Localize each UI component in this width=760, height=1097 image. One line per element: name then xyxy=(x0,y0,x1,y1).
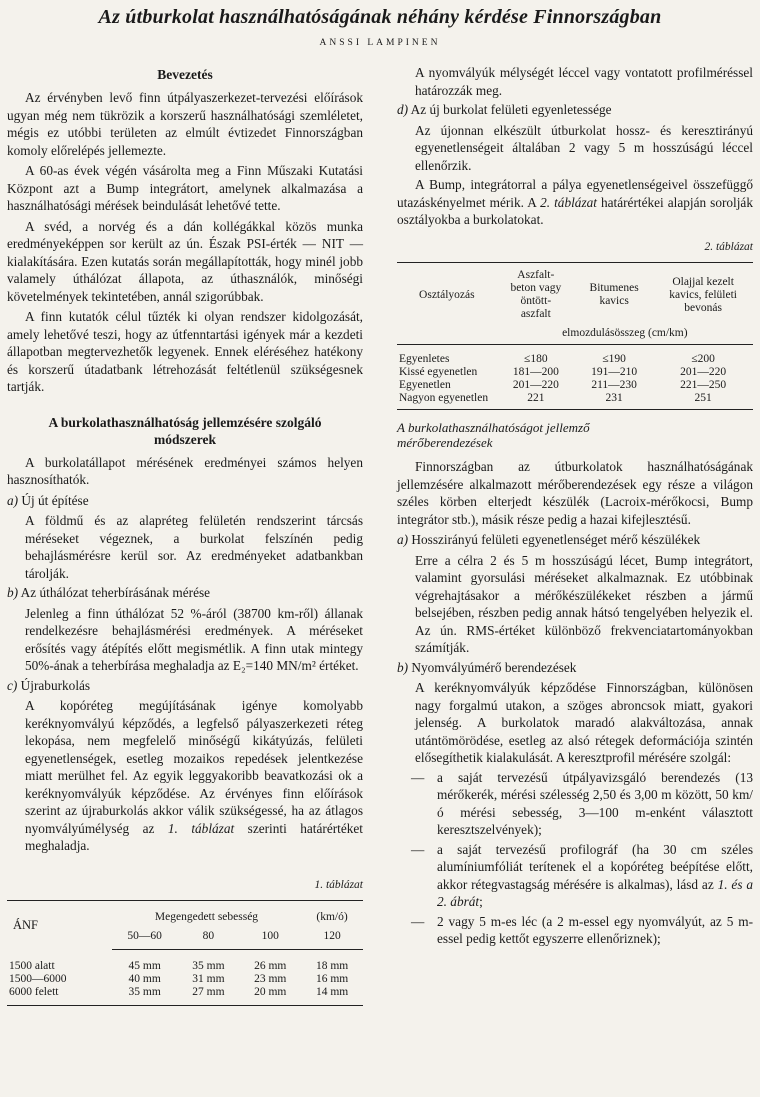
table-1-caption: 1. táblázat xyxy=(314,878,363,891)
table-2-caption: 2. táblázat xyxy=(704,240,753,253)
list-item: — 2 vagy 5 m-es léc (a 2 m-essel egy nyomvályút, az 5 m-essel pedig kettőt egyszerre ellenőriznek); xyxy=(411,913,753,946)
paragraph: Az érvényben levő finn útpályaszerkezet-tervezési előírások ugyan még nem tükrözik a korszerű használhatósági szemléletet, mégis ez utóbbi területen az elmúlt évtizedet Finnországban komoly előrelépés jellemezte. xyxy=(7,90,363,158)
paragraph: A 60-as évek végén vásárolta meg a Finn Műszaki Kutatási Központ azt a Bump integrátort, amelynek alkalmazása a használhatósági mérések beindulását lehetővé tette. xyxy=(7,163,363,213)
paragraph: A nyomvályúk mélységét léccel vagy vontatott profilméréssel határozzák meg. xyxy=(415,65,753,98)
table-row: 1500 alatt 45 mm 35 mm 26 mm 18 mm xyxy=(9,959,349,972)
table-1-col-anf: ÁNF xyxy=(13,917,39,932)
table-row: Kissé egyenetlen 181—200 191—210 201—220 xyxy=(399,366,727,378)
table-row: 1500—6000 40 mm 31 mm 23 mm 16 mm xyxy=(9,973,349,985)
item-b-heading: b) Az úthálózat teherbírásának mérése xyxy=(7,585,211,600)
table-row: 6000 felett 35 mm 27 mm 20 mm 14 mm xyxy=(9,986,349,998)
table-1-speed: 50—60 xyxy=(112,924,178,950)
table-2-col-1: Aszfalt-beton vagy öntött-aszfalt xyxy=(510,269,562,320)
paragraph: A Bump, integrátorral a pálya egyenetlenségeivel összefüggő utazáskényelmet mérik. A 2. táblázat határértékei alapján sorolják osztályokba a burkolatokat. xyxy=(397,177,753,227)
item-c-body: A kopóréteg megújításának igénye komolyabb keréknyomvályú képződés, a legfelső pályaszerkezeti réteg lekopása, nem megfelelő minőségű kikátyúzás, felületi egyenetlenségek, esetleg mozaikos repedések jelentkezése miatt merülhet fel. Az egyik leggyakoribb beavatkozási ok a keréknyomvályúk képződése. Az érvényes finn előírások szerint az újraburkolás akkor válik szükségessé, ha az átlagos nyomvályúmélység az 1. táblázat szerinti határértéket meghaladja. xyxy=(25,698,364,853)
item-a-body: A földmű és az alapréteg felületén rendszerint tárcsás méréseket végeznek, a burkolat felszínén pedig behajlásmérésre kerül sor. Az eredményeket adatbankban tárolják. xyxy=(25,513,363,581)
item-a-heading: a) Új út építése xyxy=(7,492,89,508)
table-2 xyxy=(397,262,753,410)
author: ANSSI LAMPINEN xyxy=(319,38,441,48)
table-2-unit: elmozdulásösszeg (cm/km) xyxy=(497,321,753,345)
section-heading-intro: Bevezetés xyxy=(157,67,213,82)
item-a-heading: a) Hosszirányú felületi egyenetlenséget mérő készülékek xyxy=(397,532,701,547)
paragraph: A finn kutatók célul tűzték ki olyan rendszer kidolgozását, amely lehetővé teszi, hogy az útfenntartási igények már a kezdeti állapotban megtervezhetők legyenek. Ennek eléréséhez hatékony és korszerű útadatbank létrehozását feltétlenül szükségesnek tartják. xyxy=(7,309,363,394)
paragraph: Finnországban az útburkolatok használhatóságának jellemzésére alkalmazott mérőberendezések egy része a világon széles körben elterjedt készülék (Lacroix-mérőkocsi, Bump integrátor stb.), másik része pedig a hazai kifejlesztésű. xyxy=(397,459,753,527)
section-heading-methods: A burkolathasználhatóság jellemzésére szolgáló módszerek xyxy=(48,414,322,447)
table-1-header-speed: Megengedett sebesség xyxy=(154,911,259,923)
table-2-col-class: Osztályozás xyxy=(419,288,475,301)
item-a-body: Erre a célra 2 és 5 m hosszúságú lécet, Bump integrátort, valamint gyorsulási méréseket alkalmaznak. Ez utóbbinak végrehajtásakor a mérőkészülékeket részben a jármű belsejében, részben pedig annak hátsó tengelyében helyezik el. Az ún. RMS-értéket különböző frekvenciatartományokban számítják. xyxy=(415,552,753,655)
item-b-body: Jelenleg a finn úthálózat 52 %-áról (38700 km-ről) állanak rendelkezésre behajlásmérési eredmények. A méréseket erősítés vagy átépítés előtt megismétlik. A finn utak mintegy 50%-ának a teherbírása meghaladja az E₂=140 MN/m² értéket. xyxy=(25,605,363,673)
item-b-body: A keréknyomvályúk képződése Finnországban, különösen nagy forgalmú utakon, a szöges abroncsok miatt, gyakori jelenség. A burkolatok maradó alakváltozása, annak utántömörödése, esetleg az alsó rétegek deformációja szintén elősegíthetik kialakulását. A keresztprofil mérésére szolgál: xyxy=(415,680,753,765)
item-d-heading: d) Az új burkolat felületi egyenletessége xyxy=(397,102,612,117)
table-2-col-2: Bitumenes kavics xyxy=(589,282,639,307)
paragraph: A svéd, a norvég és a dán kollégákkal közös munka eredményeképpen sor került az ún. Észak PSI-érték — NIT — kialakítására. Ezen kutatás során megállapították, hogy minél jobb valamely úthálózat állapota, az úthasználók, minőségi követelmények tekintetében, annál szigorúbbak. xyxy=(7,218,363,304)
table-1-header-unit: (km/ó) xyxy=(316,911,348,923)
section-heading-devices: A burkolathasználhatóságot jellemző mérőberendezések xyxy=(397,420,590,450)
list-item: — a saját tervezésű útpályavizsgáló berendezés (13 mérőkerék, mérési szélesség 2,50 és 3,00 m között, 50 km/ó mérési sebesség, 3—100 m-enként választott keresztszelvények); xyxy=(411,769,753,837)
table-row: Egyenetlen 201—220 211—230 221—250 xyxy=(399,379,727,391)
table-row: Nagyon egyenetlen 221 231 251 xyxy=(399,392,712,404)
left-column xyxy=(7,58,363,1006)
item-b-heading: b) Nyomvályúmérő berendezések xyxy=(397,659,577,675)
item-c-heading: c) Újraburkolás xyxy=(7,677,91,693)
right-column xyxy=(397,64,753,950)
paragraph: A burkolatállapot mérésének eredményei számos helyen hasznosíthatók. xyxy=(7,454,363,487)
list-item: — a saját tervezésű profilográf (ha 30 cm széles alumíniumfóliát terítenek el a kopóréteg beépítése előtt, akkor rétegvastagság mérésére is alkalmas), lásd az 1. és a 2. ábrát; xyxy=(411,841,753,909)
table-1-speed: 120 xyxy=(301,924,363,950)
article-title: Az útburkolat használhatóságának néhány kérdése Finnországban xyxy=(98,6,662,28)
table-2-col-3: Olajjal kezelt kavics, felületi bevonás xyxy=(669,275,737,314)
table-1 xyxy=(7,900,363,1006)
item-d-body: Az újonnan elkészült útburkolat hossz- és keresztirányú egyenetlenségeit általában 2 vagy 5 m hosszúságú léccel ellenőrzik. xyxy=(415,122,753,173)
table-1-speed: 100 xyxy=(239,924,301,950)
table-row: Egyenletes ≤180 ≤190 ≤200 xyxy=(399,353,715,365)
table-1-speed: 80 xyxy=(177,924,239,950)
